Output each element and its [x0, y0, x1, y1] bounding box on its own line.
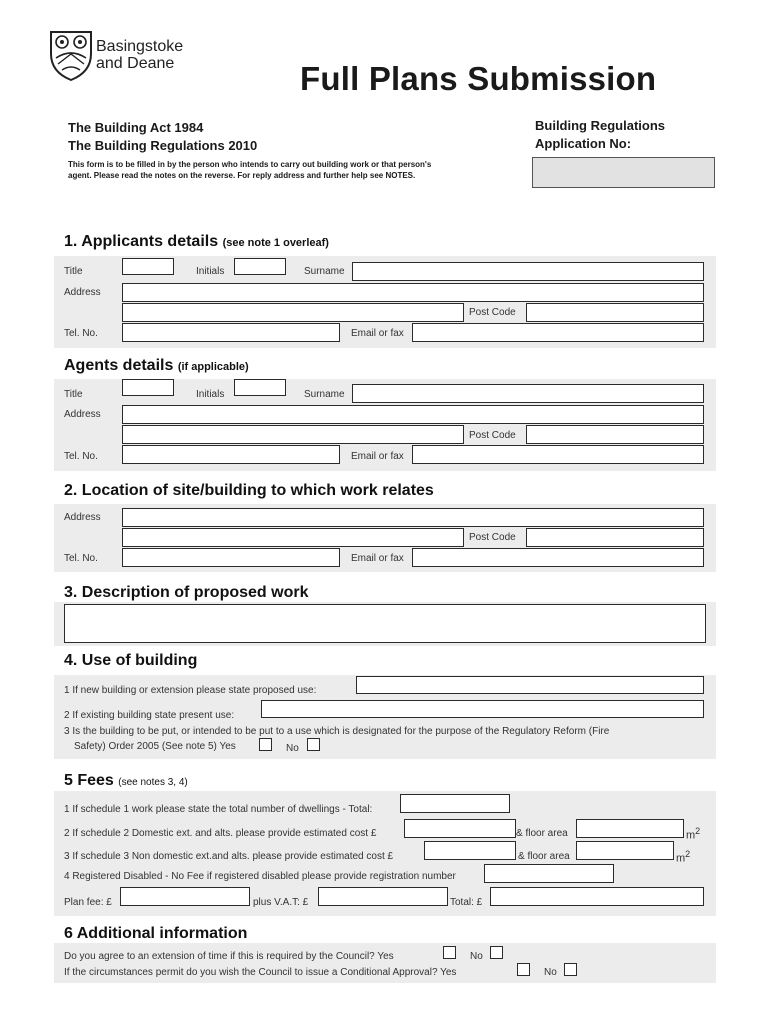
extension-yes-checkbox[interactable] [443, 946, 456, 959]
use-proposed-input[interactable] [356, 676, 704, 694]
schedule2-m2-base: m [686, 829, 696, 842]
applicant-title-input[interactable] [122, 258, 174, 275]
vat-input[interactable] [318, 887, 448, 906]
agents-note: (if applicable) [177, 361, 249, 373]
agents-panel [54, 379, 716, 471]
application-no-label-line2: Application No: [535, 136, 632, 151]
conditional-approval-no-label: No [544, 967, 557, 978]
schedule2-cost-input[interactable] [404, 819, 516, 838]
use-heading: 4. Use of building [64, 652, 198, 669]
location-panel [54, 504, 716, 572]
applicant-initials-input[interactable] [234, 258, 286, 275]
location-email-label: Email or fax [351, 553, 404, 564]
applicant-initials-label: Initials [196, 266, 225, 277]
applicant-email-input[interactable] [412, 323, 704, 342]
additional-panel [54, 943, 716, 983]
use-present-input[interactable] [261, 700, 704, 718]
regulations-2010: The Building Regulations 2010 [68, 138, 258, 153]
location-address-input-1[interactable] [122, 508, 704, 527]
plan-fee-label: Plan fee: £ [64, 897, 112, 908]
additional-heading: 6 Additional information [64, 925, 248, 942]
schedule2-m2-sup: 2 [695, 826, 701, 836]
schedule3-floor-area-input[interactable] [576, 841, 674, 860]
agent-address-input-2[interactable] [122, 425, 464, 444]
agent-email-label: Email or fax [351, 451, 404, 462]
fire-safety-no-checkbox[interactable] [307, 738, 320, 751]
agent-address-input-1[interactable] [122, 405, 704, 424]
fire-safety-no-label: No [286, 743, 299, 754]
agent-initials-label: Initials [196, 389, 225, 400]
applicant-surname-input[interactable] [352, 262, 704, 281]
page-title: Full Plans Submission [300, 60, 657, 97]
applicant-title-label: Title [64, 266, 83, 277]
schedule3-floor-area-label: & floor area [518, 851, 570, 862]
council-crest-logo [48, 28, 94, 82]
location-postcode-label: Post Code [469, 532, 516, 543]
description-panel [54, 602, 716, 646]
use-q3-line1: 3 Is the building to be put, or intended to be put to a use which is designated for the purpose of the Regulatory Reform (Fire [64, 726, 610, 737]
fees-q4-label: 4 Registered Disabled - No Fee if registered disabled please provide registration number [64, 871, 456, 882]
application-no-label-line1: Building Regulations [535, 118, 665, 133]
applicant-postcode-label: Post Code [469, 307, 516, 318]
intro-text-line1: This form is to be filled in by the person who intends to carry out building work or that person's [68, 160, 432, 169]
description-heading: 3. Description of proposed work [64, 584, 309, 601]
location-tel-label: Tel. No. [64, 553, 98, 564]
applicant-email-label: Email or fax [351, 328, 404, 339]
registration-number-input[interactable] [484, 864, 614, 883]
extension-no-checkbox[interactable] [490, 946, 503, 959]
agent-title-input[interactable] [122, 379, 174, 396]
agents-heading [64, 357, 249, 375]
total-input[interactable] [490, 887, 704, 906]
applicants-note: (see note 1 overleaf) [222, 237, 329, 249]
agent-tel-input[interactable] [122, 445, 340, 464]
location-address-label: Address [64, 512, 101, 523]
agent-email-input[interactable] [412, 445, 704, 464]
location-tel-input[interactable] [122, 548, 340, 567]
schedule3-m2-sup: 2 [685, 849, 691, 859]
fees-panel [54, 791, 716, 916]
fees-heading [64, 772, 188, 790]
use-panel [54, 675, 716, 759]
applicant-surname-label: Surname [304, 266, 345, 277]
applicant-tel-label: Tel. No. [64, 328, 98, 339]
dwellings-total-input[interactable] [400, 794, 510, 813]
extension-question: Do you agree to an extension of time if this is required by the Council? Yes [64, 951, 394, 962]
fire-safety-yes-checkbox[interactable] [259, 738, 272, 751]
agent-surname-label: Surname [304, 389, 345, 400]
conditional-approval-no-checkbox[interactable] [564, 963, 577, 976]
applicants-heading-text: 1. Applicants details [64, 233, 219, 250]
fees-q2-label: 2 If schedule 2 Domestic ext. and alts. please provide estimated cost £ [64, 828, 377, 839]
fees-q3-label: 3 If schedule 3 Non domestic ext.and alts. please provide estimated cost £ [64, 851, 394, 862]
council-name-line2: and Deane [96, 55, 175, 72]
fees-note: (see notes 3, 4) [118, 777, 188, 788]
act-1984: The Building Act 1984 [68, 120, 204, 135]
applicant-address-input-2[interactable] [122, 303, 464, 322]
agent-address-label: Address [64, 409, 101, 420]
intro-text-line2: agent. Please read the notes on the reverse. For reply address and further help see NOTES. [68, 171, 416, 180]
council-name-line1: Basingstoke [96, 38, 184, 55]
fees-q1-label: 1 If schedule 1 work please state the total number of dwellings - Total: [64, 804, 373, 815]
agent-initials-input[interactable] [234, 379, 286, 396]
application-no-field[interactable] [532, 157, 715, 188]
agent-title-label: Title [64, 389, 83, 400]
location-heading: 2. Location of site/building to which work relates [64, 482, 434, 499]
schedule3-cost-input[interactable] [424, 841, 516, 860]
location-email-input[interactable] [412, 548, 704, 567]
applicant-address-label: Address [64, 287, 101, 298]
location-address-input-2[interactable] [122, 528, 464, 547]
applicant-postcode-input[interactable] [526, 303, 704, 322]
conditional-approval-question: If the circumstances permit do you wish the Council to issue a Conditional Approval? Yes [64, 967, 457, 978]
plan-fee-input[interactable] [120, 887, 250, 906]
schedule3-m2-unit [676, 848, 690, 865]
schedule2-floor-area-input[interactable] [576, 819, 684, 838]
vat-label: plus V.A.T: £ [253, 897, 309, 908]
location-postcode-input[interactable] [526, 528, 704, 547]
agent-postcode-label: Post Code [469, 430, 516, 441]
agent-postcode-input[interactable] [526, 425, 704, 444]
use-q3-line2: Safety) Order 2005 (See note 5) Yes [74, 741, 236, 752]
agent-tel-label: Tel. No. [64, 451, 98, 462]
use-q1-label: 1 If new building or extension please state proposed use: [64, 685, 317, 696]
use-q2-label: 2 If existing building state present use: [64, 710, 235, 721]
schedule3-m2-base: m [676, 852, 686, 865]
schedule2-floor-area-label: & floor area [516, 828, 568, 839]
extension-no-label: No [470, 951, 483, 962]
description-input[interactable] [64, 604, 706, 643]
conditional-approval-yes-checkbox[interactable] [517, 963, 530, 976]
council-name [96, 38, 183, 72]
applicant-tel-input[interactable] [122, 323, 340, 342]
total-label: Total: £ [450, 897, 483, 908]
schedule2-m2-unit [686, 825, 700, 842]
applicants-heading [64, 233, 329, 251]
agent-surname-input[interactable] [352, 384, 704, 403]
agents-heading-text: Agents details [64, 357, 174, 374]
applicants-panel [54, 256, 716, 348]
fees-heading-text: 5 Fees [64, 772, 114, 789]
applicant-address-input-1[interactable] [122, 283, 704, 302]
